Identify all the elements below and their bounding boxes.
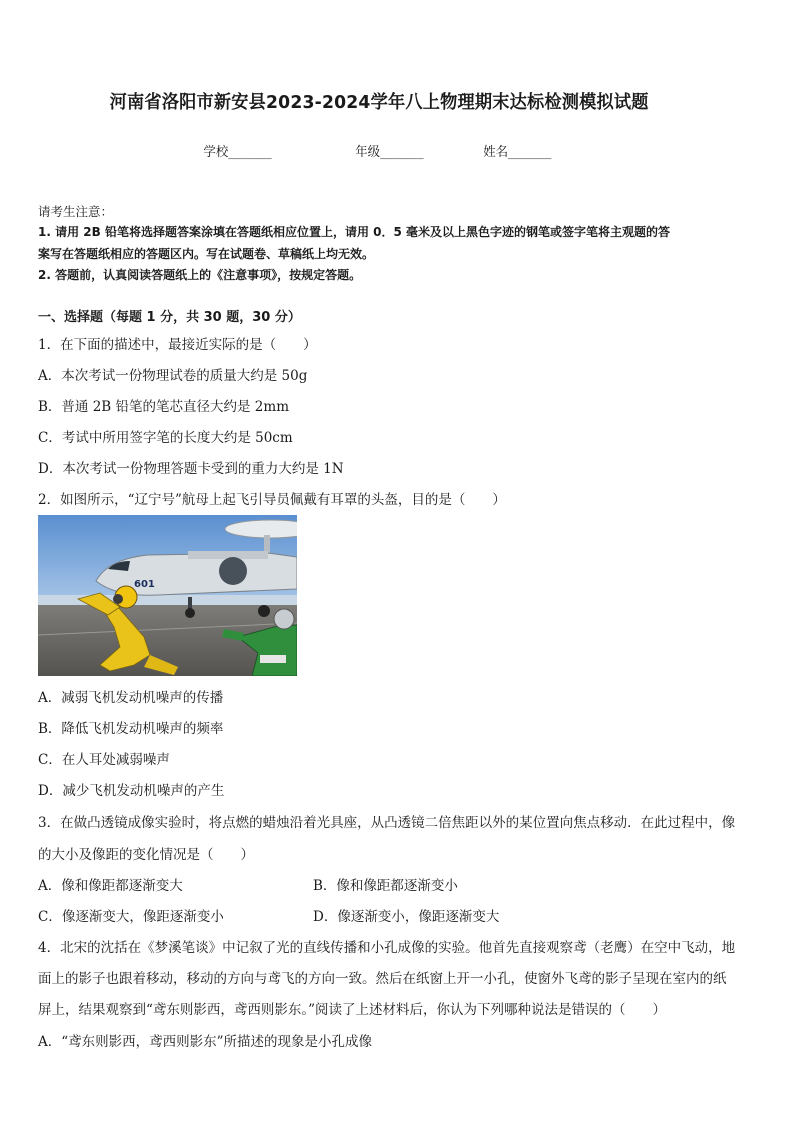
notice-item-2: 2. 答题前，认真阅读答题纸上的《注意事项》，按规定答题。 xyxy=(38,268,362,282)
name-field[interactable]: 姓名_______ xyxy=(483,145,552,160)
q3-option-b: B．像和像距都逐渐变小 xyxy=(313,878,458,894)
grade-field[interactable]: 年级_______ xyxy=(355,145,424,160)
q2-option-a: A．减弱飞机发动机噪声的传播 xyxy=(38,690,224,706)
q2-option-c: C．在人耳处减弱噪声 xyxy=(38,752,170,768)
q4-stem: 4．北宋的沈括在《梦溪笔谈》中记叙了光的直线传播和小孔成像的实验。他首先直接观察鸢（老鹰）在空中飞动，地 xyxy=(38,940,736,956)
q1-option-d: D．本次考试一份物理答题卡受到的重力大约是 1N xyxy=(38,461,344,477)
notice-item-1: 1. 请用 2B 铅笔将选择题答案涂填在答题纸相应位置上，请用 0．5 毫米及以上黑色字迹的钢笔或签字笔将主观题的答 xyxy=(38,225,670,239)
q1-stem: 1．在下面的描述中，最接近实际的是（ ） xyxy=(38,337,317,353)
q2-option-d: D．减少飞机发动机噪声的产生 xyxy=(38,783,225,799)
section-heading: 一、选择题（每题 1 分，共 30 题，30 分） xyxy=(38,310,301,325)
aircraft-number: 601 xyxy=(134,579,155,590)
student-info-fields xyxy=(0,141,758,161)
notice-item-1-cont: 案写在答题纸相应的答题区内。写在试题卷、草稿纸上均无效。 xyxy=(38,247,375,261)
q3-option-a: A．像和像距都逐渐变大 xyxy=(38,878,183,894)
q2-stem: 2．如图所示，“辽宁号”航母上起飞引导员佩戴有耳罩的头盔，目的是（ ） xyxy=(38,492,506,508)
q4-stem-cont-1: 面上的影子也跟着移动，移动的方向与鸢飞的方向一致。然后在纸窗上开一小孔，使窗外飞鸢的影子呈现在室内的纸 xyxy=(38,971,727,987)
q1-option-a: A．本次考试一份物理试卷的质量大约是 50g xyxy=(38,368,308,384)
vest-stripe xyxy=(260,655,286,663)
green-crew-helmet xyxy=(274,609,294,629)
carrier-deck-illustration xyxy=(38,515,297,676)
q1-option-b: B．普通 2B 铅笔的笔芯直径大约是 2mm xyxy=(38,399,289,415)
q3-stem-cont: 的大小及像距的变化情况是（ ） xyxy=(38,847,254,863)
page-title: 河南省洛阳市新安县2023-2024学年八上物理期末达标检测模拟试题 xyxy=(109,92,649,113)
carrier-deck-photo xyxy=(38,515,297,676)
notice-heading: 请考生注意： xyxy=(38,204,114,219)
q4-stem-cont-2: 屏上，结果观察到“鸢东则影西，鸢西则影东。”阅读了上述材料后，你认为下列哪种说法是错误的（ ） xyxy=(38,1002,667,1018)
ear-muff xyxy=(113,594,123,604)
radar-dome xyxy=(225,520,297,538)
q2-option-b: B．降低飞机发动机噪声的频率 xyxy=(38,721,224,737)
q3-option-c: C．像逐渐变大，像距逐渐变小 xyxy=(38,909,224,925)
q4-option-a: A．“鸢东则影西，鸢西则影东”所描述的现象是小孔成像 xyxy=(38,1034,373,1050)
wheel-front xyxy=(185,608,195,618)
q3-stem: 3．在做凸透镜成像实验时，将点燃的蜡烛沿着光具座，从凸透镜二倍焦距以外的某位置向焦点移动．在此过程中，像 xyxy=(38,815,736,831)
q3-option-d: D．像逐渐变小，像距逐渐变大 xyxy=(313,909,500,925)
aircraft-engine xyxy=(219,557,247,585)
aircraft-wing xyxy=(188,551,268,559)
wheel-rear xyxy=(258,605,270,617)
school-field[interactable]: 学校_______ xyxy=(203,145,272,160)
q1-option-c: C．考试中所用签字笔的长度大约是 50cm xyxy=(38,430,293,446)
